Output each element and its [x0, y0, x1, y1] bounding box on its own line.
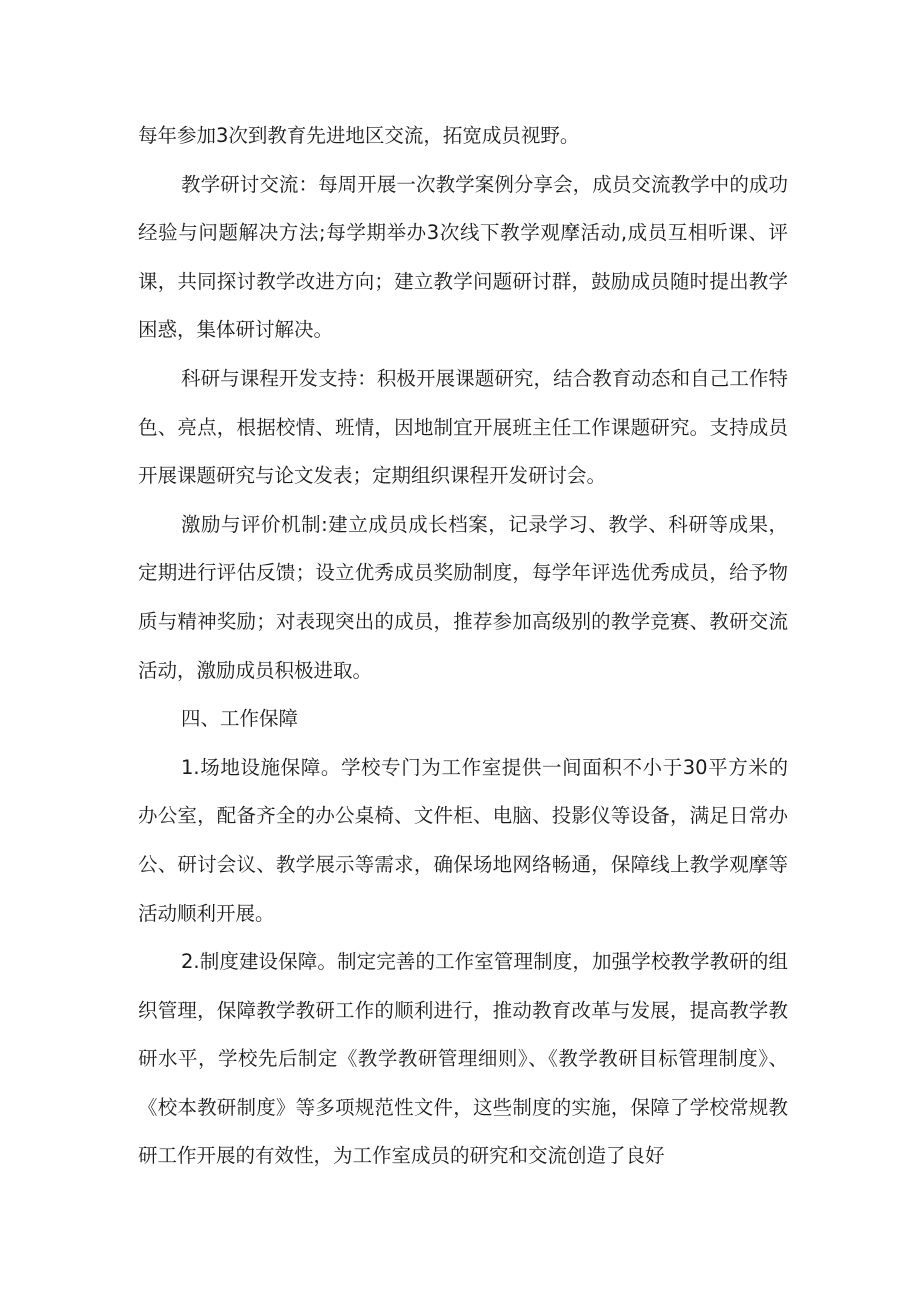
document-body — [138, 112, 788, 1181]
section-heading: 四、工作保障 — [181, 707, 299, 731]
paragraph-incentive-evaluation: 激励与评价机制:建立成员成长档案，记录学习、教学、科研等成果，定期进行评估反馈；设立优秀成员奖励制度，每学年评选优秀成员，给予物质与精神奖励；对表现突出的成员，推荐参加高级别的教学竞赛、教研交流活动，激励成员积极进取。 — [138, 512, 788, 682]
paragraph-venue-guarantee: 1.场地设施保障。学校专门为工作室提供一间面积不小于30平方米的办公室，配备齐全的办公桌椅、文件柜、电脑、投影仪等设备，满足日常办公、研讨会议、教学展示等需求，确保场地网络畅通，保障线上教学观摩等活动顺利开展。 — [138, 755, 788, 925]
paragraph-research-support: 科研与课程开发支持：积极开展课题研究，结合教育动态和自己工作特色、亮点，根据校情、班情，因地制宜开展班主任工作课题研究。支持成员开展课题研究与论文发表；定期组织课程开发研讨会。 — [138, 366, 788, 488]
paragraph-system-guarantee: 2.制度建设保障。制定完善的工作室管理制度，加强学校教学教研的组织管理，保障教学教研工作的顺利进行，推动教育改革与发展，提高教学教研水平，学校先后制定《教学教研管理细则》、《教学教研目标管理制度》、《校本教研制度》等多项规范性文件，这些制度的实施，保障了学校常规教研工作开展的有效性，为工作室成员的研究和交流创造了良好 — [138, 950, 788, 1168]
paragraph-teaching-exchange: 教学研讨交流：每周开展一次教学案例分享会，成员交流教学中的成功经验与问题解决方法;每学期举办3次线下教学观摩活动,成员互相听课、评课，共同探讨教学改进方向；建立教学问题研讨群，鼓励成员随时提出教学困惑，集体研讨解决。 — [138, 172, 788, 342]
paragraph-continuation: 每年参加3次到教育先进地区交流，拓宽成员视野。 — [138, 124, 580, 147]
